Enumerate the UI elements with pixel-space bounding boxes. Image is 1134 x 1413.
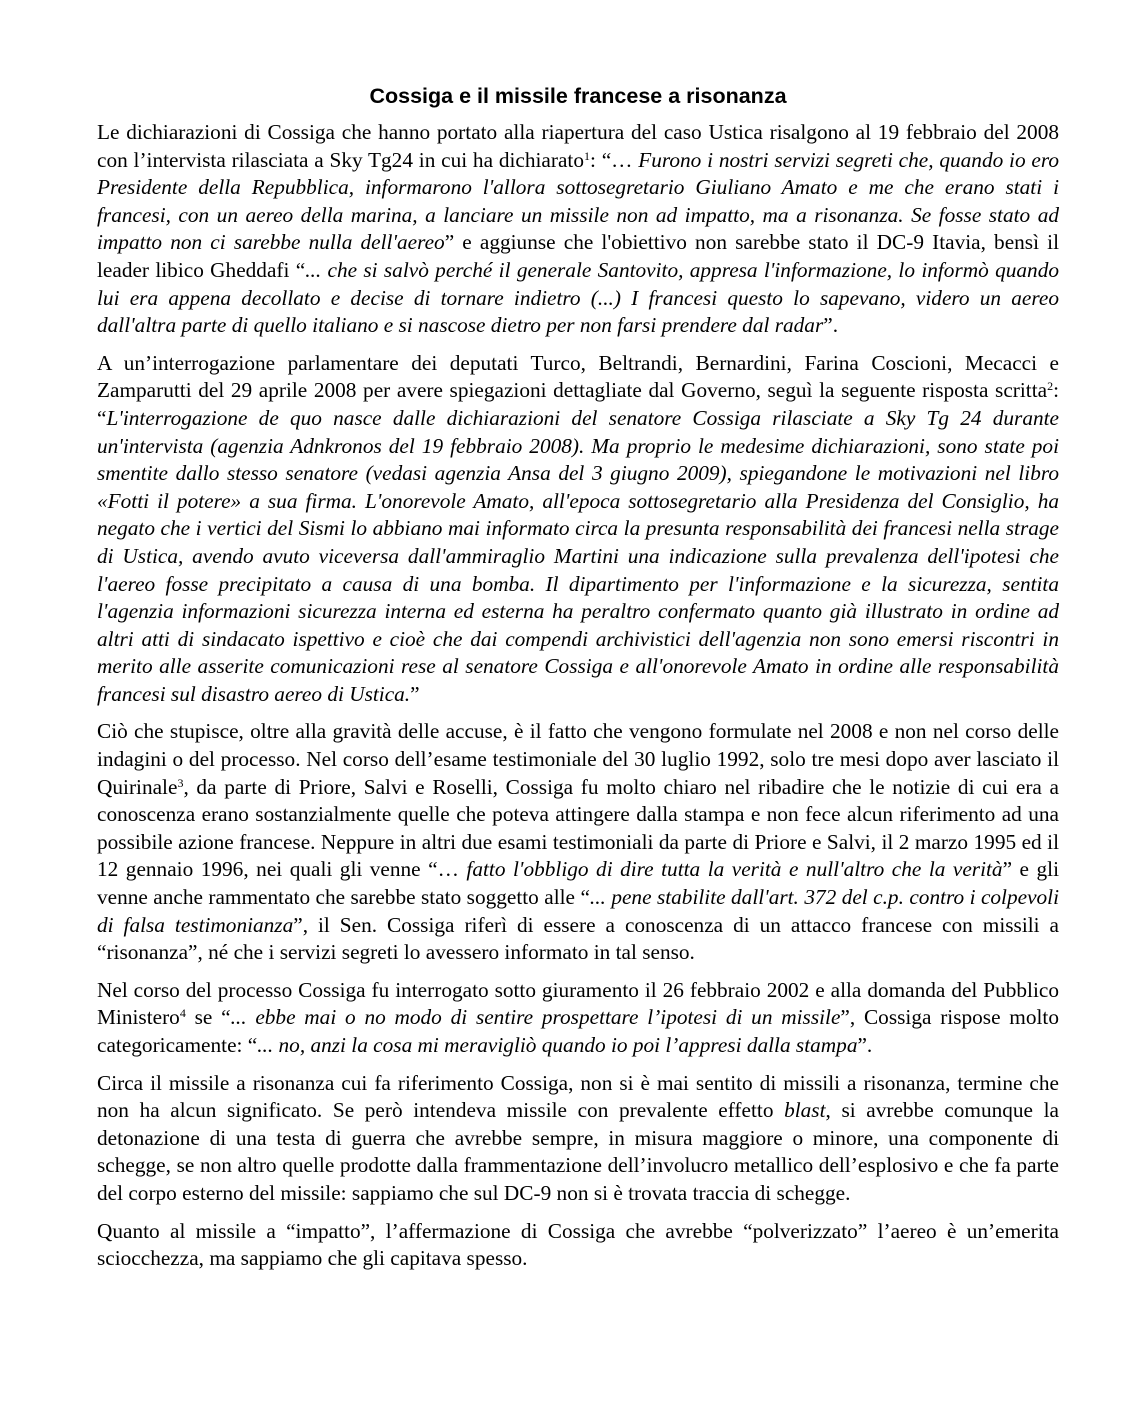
body-text: ”	[410, 681, 420, 706]
body-text: se “	[185, 1005, 231, 1030]
body-text: ”, Cossiga rispose molto categoricamente: “	[97, 1005, 1059, 1057]
quoted-text: ... ebbe mai o no modo di sentire prospettare l’ipotesi di un missile	[230, 1005, 841, 1030]
quoted-text: blast	[784, 1098, 826, 1123]
paragraph-5	[97, 1070, 1059, 1208]
body-text: , si avrebbe comunque la detonazione di una testa di guerra che avrebbe sempre, in misura maggiore o minore, una componente di schegge, se non altro quelle prodotte dalla frammentazione dell’involucro metallico dell’esplosivo e che fa parte del corpo esterno del missile: sappiamo che sul DC-9 non si è trovata traccia di schegge.	[97, 1098, 1059, 1205]
paragraph-6	[97, 1218, 1059, 1273]
body-text: Ciò che stupisce, oltre alla gravità delle accuse, è il fatto che vengono formulate nel 2008 e non nel corso delle indagini o del processo. Nel corso dell’esame testimoniale del 30 luglio 1992, solo tre mesi dopo aver lasciato il Quirinale	[97, 719, 1059, 799]
paragraph-2	[97, 350, 1059, 709]
document-title: Cossiga e il missile francese a risonanza	[369, 84, 787, 108]
footnote-reference: 2	[1047, 379, 1054, 394]
body-text: A un’interrogazione parlamentare dei deputati Turco, Beltrandi, Bernardini, Farina Coscioni, Mecacci e Zamparutti del 29 aprile 2008 per avere spiegazioni dettagliate dal Governo, seguì la seguente risposta scritta	[97, 350, 1059, 403]
body-text: ”, il Sen. Cossiga riferì di essere a conoscenza di un attacco francese con missili a “risonanza”, né che i servizi segreti lo avessero informato in tal senso.	[97, 912, 1059, 965]
footnote-reference: 3	[177, 775, 184, 790]
body-text: ” e gli venne anche rammentato che sarebbe stato soggetto alle “	[97, 857, 1059, 910]
paragraph-3	[97, 718, 1059, 966]
body-text: Circa il missile a risonanza cui fa riferimento Cossiga, non si è mai sentito di missili a risonanza, termine che non ha alcun significato. Se però intendeva missile con prevalente effetto	[97, 1070, 1059, 1123]
body-text: ” e aggiunse che l'obiettivo non sarebbe stato il DC-9 Itavia, bensì il leader libico Gheddafi “	[97, 230, 1059, 282]
quoted-text: ... che si salvò perché il generale Santovito, appresa l'informazione, lo informò quando lui era appena decollato e decise di tornare indietro (...) I francesi questo lo sapevano, videro un aereo dall'altra parte di quello italiano e si nascose dietro per non farsi prendere dal radar	[97, 257, 1059, 338]
body-text: , da parte di Priore, Salvi e Roselli, Cossiga fu molto chiaro nel ribadire che le notizie di cui era a conoscenza erano sostanzialmente quelle che poteva attingere dalla stampa e non fece alcun riferimento ad una possibile azione francese. Neppure in altri due esami testimoniali da parte di Priore e Salvi, il 2 marzo 1995 ed il 12 gennaio 1996, nei quali gli venne “…	[97, 774, 1059, 882]
body-text: Le dichiarazioni di Cossiga che hanno portato alla riapertura del caso Ustica risalgono al 19 febbraio del 2008 con l’intervista rilasciata a Sky Tg24 in cui ha dichiarato	[97, 120, 1059, 172]
paragraph-1	[97, 119, 1059, 340]
body-text: Quanto al missile a “impatto”, l’affermazione di Cossiga che avrebbe “polverizzato” l’aereo è un’emerita sciocchezza, ma sappiamo che gli capitava spesso.	[97, 1218, 1059, 1271]
quoted-text: Furono i nostri servizi segreti che, quando io ero Presidente della Repubblica, informarono l'allora sottosegretario Giuliano Amato e me che erano stati i francesi, con un aereo della marina, a lanciare un missile non ad impatto, ma a risonanza. Se fosse stato ad impatto non ci sarebbe nulla dell'aereo	[97, 147, 1059, 255]
quoted-text: ... pene stabilite dall'art. 372 del c.p. contro i colpevoli di falsa testimonianza	[97, 885, 1060, 937]
paragraph-4	[97, 977, 1059, 1060]
body-text: : “…	[589, 147, 639, 172]
body-text: ”.	[823, 313, 839, 338]
body-text: : “	[97, 378, 1059, 430]
body-text: ”.	[857, 1033, 873, 1057]
document-page	[97, 81, 1059, 1283]
footnote-reference: 1	[583, 148, 590, 163]
quoted-text: ... no, anzi la cosa mi meravigliò quando io poi l’appresi dalla stampa	[257, 1033, 858, 1057]
quoted-text: L'interrogazione de quo nasce dalle dichiarazioni del senatore Cossiga rilasciate a Sky Tg 24 durante un'intervista (agenzia Adnkronos del 19 febbraio 2008). Ma proprio le medesime dichiarazioni, sono state poi smentite dallo stesso senatore (vedasi agenzia Ansa del 3 giugno 2009), spiegandone le motivazioni nel libro «Fotti il potere» a sua firma. L'onorevole Amato, all'epoca sottosegretario alla Presidenza del Consiglio, ha negato che i vertici del Sismi lo abbiano mai informato circa la presunta responsabilità dei francesi nella strage di Ustica, avendo avuto viceversa dall'ammiraglio Martini una indicazione sulla prevalenza dell'ipotesi che l'aereo fosse precipitato a causa di una bomba. Il dipartimento per l'informazione e la sicurezza, sentita l'agenzia informazioni sicurezza interna ed esterna ha peraltro confermato quanto già illustrato in ordine ad altri atti di sindacato ispettivo e cioè che dai compendi archivistici dell'agenzia non sono emersi riscontri in merito alle asserite comunicazioni rese al senatore Cossiga e all'onorevole Amato in ordine alle responsabilità francesi sul disastro aereo di Ustica.	[97, 405, 1059, 706]
quoted-text: fatto l'obbligo di dire tutta la verità e null'altro che la verità	[466, 857, 1003, 882]
footnote-reference: 4	[179, 1006, 186, 1021]
body-text: Nel corso del processo Cossiga fu interrogato sotto giuramento il 26 febbraio 2002 e alla domanda del Pubblico Ministero	[97, 977, 1059, 1030]
